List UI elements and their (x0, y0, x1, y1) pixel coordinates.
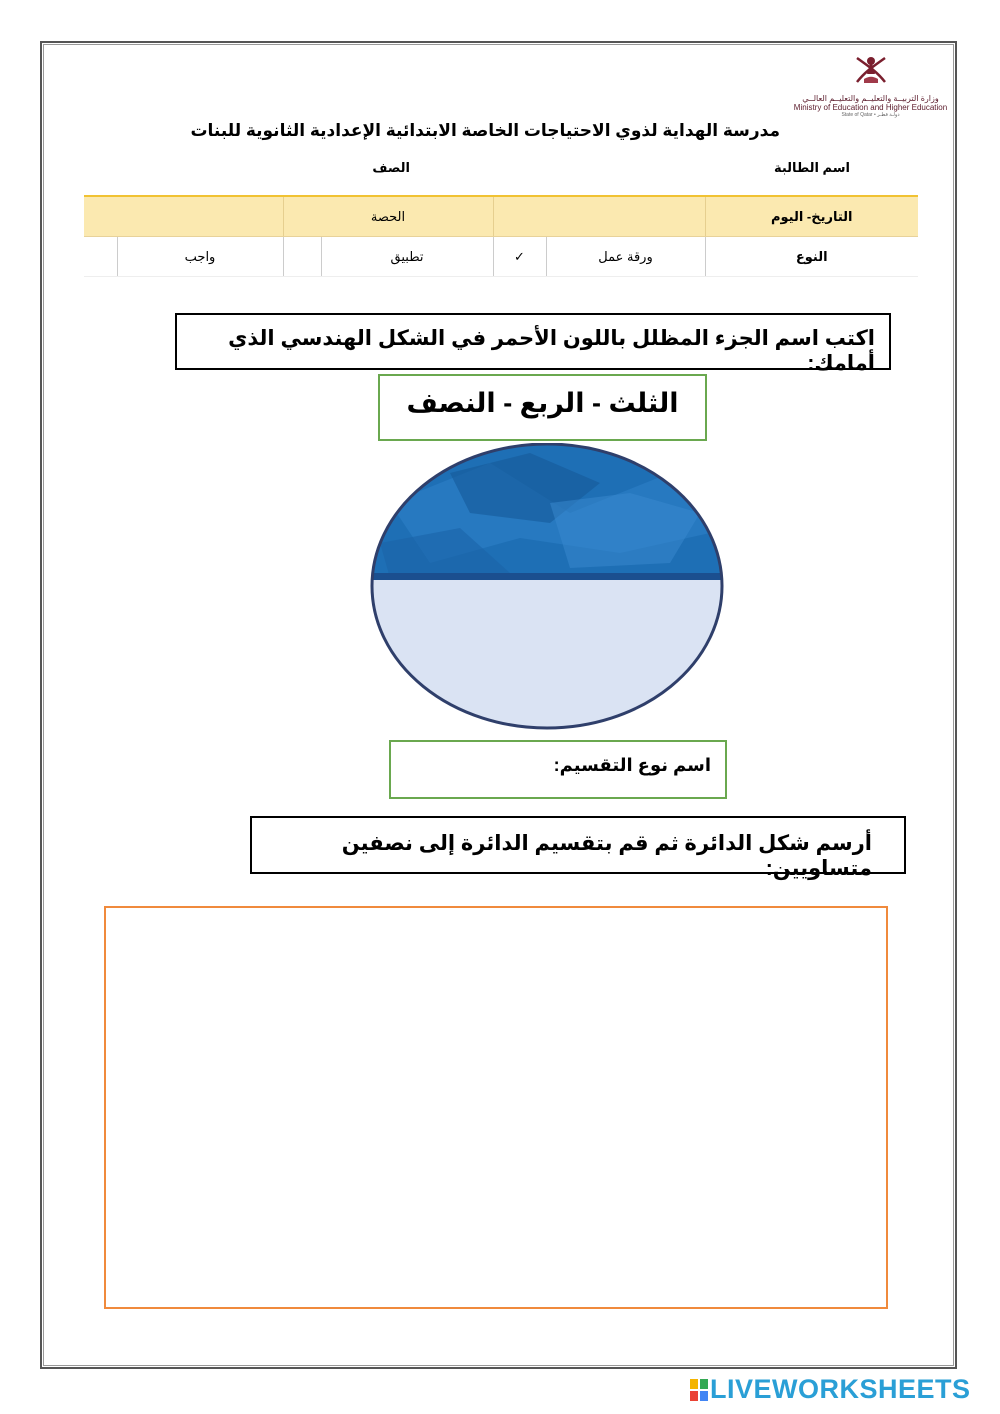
homework-label: واجب (184, 248, 216, 264)
ministry-name-en: Ministry of Education and Higher Education (793, 103, 948, 112)
type-label-cell (705, 237, 918, 277)
student-name-label: اسم الطالبة (773, 160, 850, 175)
date-value-cell[interactable] (493, 196, 705, 237)
period-value-cell[interactable] (84, 196, 283, 237)
question2-prompt-box (250, 816, 906, 880)
worksheet-cell (546, 237, 705, 277)
brand-icon (690, 1379, 708, 1401)
homework-check-cell[interactable] (84, 237, 117, 277)
application-cell (321, 237, 493, 277)
homework-cell (117, 237, 283, 277)
answer-label: اسم نوع التقسيم: (553, 755, 711, 775)
info-table (84, 195, 918, 277)
answer-box (389, 740, 727, 799)
class-label: الصف (372, 160, 410, 175)
period-label-cell (283, 196, 493, 237)
question1-prompt: اكتب اسم الجزء المظلل باللون الأحمر في الشكل الهندسي الذي أمامك: (228, 327, 875, 375)
school-title: مدرسة الهداية لذوي الاحتياجات الخاصة الابتدائية الإعدادية الثانوية للبنات (190, 121, 780, 140)
table-row (84, 196, 918, 237)
worksheet-check-cell[interactable] (493, 237, 546, 277)
options-text: الثلث - الربع - النصف (406, 388, 679, 418)
options-box (378, 374, 707, 441)
division-type-input[interactable] (401, 754, 555, 786)
period-label: الحصة (370, 208, 406, 224)
application-check-cell[interactable] (283, 237, 321, 277)
divided-circle-figure (370, 443, 728, 733)
ministry-name-ar: وزارة التربيــة والتعليــم والتعليــم العالــي (802, 94, 939, 103)
application-label: تطبيق (390, 248, 424, 264)
ministry-logo (788, 52, 953, 132)
question1-prompt-box (175, 313, 891, 375)
shaded-part (370, 443, 728, 580)
worksheet-label: ورقة عمل (598, 248, 653, 264)
checkmark-icon: ✓ (514, 248, 525, 264)
brand-name: LIVEWORKSHEETS (710, 1374, 971, 1404)
question2-prompt: أرسم شكل الدائرة ثم قم بتقسيم الدائرة إلى نصفين متساويين: (341, 832, 872, 880)
drawing-area[interactable] (104, 906, 888, 1309)
date-label-cell (705, 196, 918, 237)
table-row (84, 237, 918, 277)
state-label: State of Qatar • دولـة قطـر (841, 112, 900, 118)
date-day-label: التاريخ- اليوم (770, 208, 853, 224)
emblem-icon (851, 52, 891, 88)
liveworksheets-logo (690, 1376, 990, 1406)
type-label: النوع (795, 248, 828, 264)
